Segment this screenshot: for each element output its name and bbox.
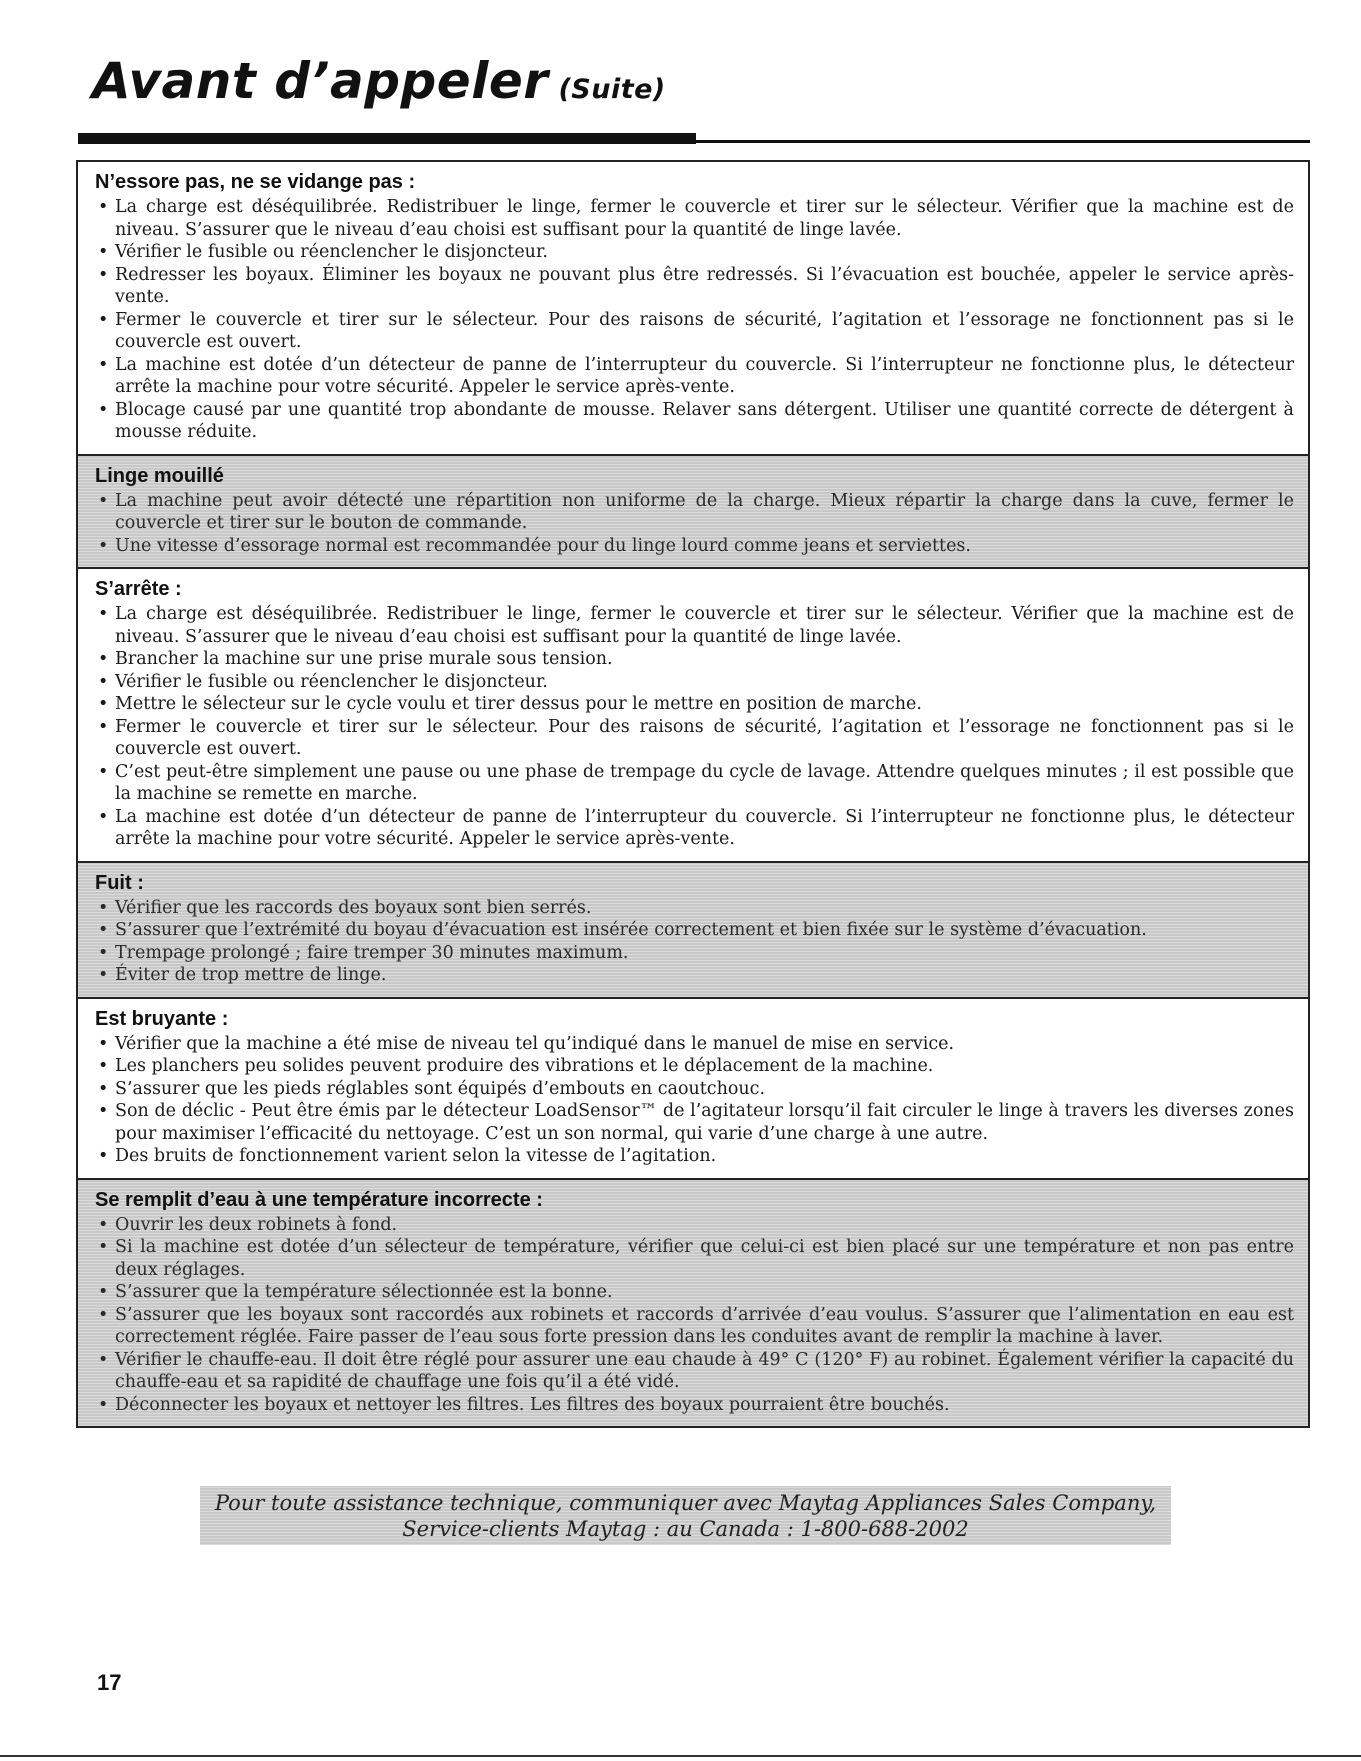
- section-list: [95, 897, 1294, 987]
- troubleshooting-section: [78, 569, 1308, 863]
- section-heading: Fuit :: [95, 871, 144, 894]
- list-item: • Fermer le couvercle et tirer sur le sélecteur. Pour des raisons de sécurité, l’agitation et l’essorage ne fonctionnent pas si le couvercle est ouvert.: [95, 309, 1294, 354]
- list-item: • Blocage causé par une quantité trop abondante de mousse. Relaver sans détergent. Utiliser une quantité correcte de détergent à mousse réduite.: [95, 399, 1294, 444]
- section-heading: Est bruyante :: [95, 1007, 229, 1030]
- section-heading: N’essore pas, ne se vidange pas :: [95, 171, 416, 193]
- list-item: • Fermer le couvercle et tirer sur le sélecteur. Pour des raisons de sécurité, l’agitation et l’essorage ne fonctionnent pas si le couvercle est ouvert.: [95, 716, 1294, 761]
- section-heading: Se remplit d’eau à une température incorrecte :: [95, 1188, 543, 1211]
- section-list: [95, 603, 1294, 851]
- list-item: • La machine est dotée d’un détecteur de panne de l’interrupteur du couvercle. Si l’interrupteur ne fonctionne plus, le détecteur arrête la machine pour votre sécurité. Appeler le service après-vente.: [95, 354, 1294, 399]
- support-line-1: Pour toute assistance technique, communiquer avec Maytag Appliances Sales Company,: [214, 1490, 1157, 1515]
- page-title: [92, 52, 666, 110]
- list-item: • La charge est déséquilibrée. Redistribuer le linge, fermer le couvercle et tirer sur le sélecteur. Vérifier que la machine est de niveau. S’assurer que le niveau d’eau choisi est suffisant pour la quantité de linge lavée.: [95, 603, 1294, 648]
- list-item: • Éviter de trop mettre de linge.: [95, 964, 1294, 987]
- list-item: • Si la machine est dotée d’un sélecteur de température, vérifier que celui-ci est bien placé sur une température et non pas entre deux réglages.: [95, 1236, 1294, 1281]
- list-item: • Mettre le sélecteur sur le cycle voulu et tirer dessus pour le mettre en position de marche.: [95, 693, 1294, 716]
- title-rule-thin: [78, 140, 1310, 143]
- list-item: • Les planchers peu solides peuvent produire des vibrations et le déplacement de la machine.: [95, 1055, 1294, 1078]
- section-heading: Linge mouillé: [95, 464, 224, 487]
- list-item: • Déconnecter les boyaux et nettoyer les filtres. Les filtres des boyaux pourraient être bouchés.: [95, 1394, 1294, 1417]
- troubleshooting-section: [78, 162, 1308, 456]
- list-item: • Vérifier que la machine a été mise de niveau tel qu’indiqué dans le manuel de mise en service.: [95, 1033, 1294, 1056]
- troubleshooting-section: [78, 1180, 1308, 1427]
- troubleshooting-section: [78, 863, 1308, 999]
- list-item: • C’est peut-être simplement une pause ou une phase de trempage du cycle de lavage. Attendre quelques minutes ; il est possible que la machine se remette en marche.: [95, 761, 1294, 806]
- support-line-2: Service-clients Maytag : au Canada : 1-800-688-2002: [402, 1516, 969, 1541]
- list-item: • Redresser les boyaux. Éliminer les boyaux ne pouvant plus être redressés. Si l’évacuation est bouchée, appeler le service après-vente.: [95, 264, 1294, 309]
- list-item: • Vérifier le fusible ou réenclencher le disjoncteur.: [95, 241, 1294, 264]
- list-item: • Trempage prolongé ; faire tremper 30 minutes maximum.: [95, 942, 1294, 965]
- section-list: [95, 1214, 1294, 1417]
- section-list: [95, 196, 1294, 444]
- page-title-main: Avant d’appeler: [92, 52, 549, 110]
- troubleshooting-section: [78, 456, 1308, 570]
- support-contact-box: [200, 1486, 1171, 1545]
- list-item: • Vérifier le fusible ou réenclencher le disjoncteur.: [95, 671, 1294, 694]
- list-item: • Vérifier le chauffe-eau. Il doit être réglé pour assurer une eau chaude à 49° C (120° F) au robinet. Également vérifier la capacité du chauffe-eau et sa rapidité de chauffage une fois qu’il a été vidé.: [95, 1349, 1294, 1394]
- list-item: • Des bruits de fonctionnement varient selon la vitesse de l’agitation.: [95, 1145, 1294, 1168]
- list-item: • S’assurer que les boyaux sont raccordés aux robinets et raccords d’arrivée d’eau voulus. S’assurer que l’alimentation en eau est correctement réglée. Faire passer de l’eau sous forte pression dans les conduites avant de remplir la machine à laver.: [95, 1304, 1294, 1349]
- troubleshooting-section: [78, 999, 1308, 1180]
- list-item: • Son de déclic - Peut être émis par le détecteur LoadSensor™ de l’agitateur lorsqu’il fait circuler le linge à travers les diverses zones pour maximiser l’efficacité du nettoyage. C’est un son normal, qui varie d’une charge à une autre.: [95, 1100, 1294, 1145]
- list-item: • Vérifier que les raccords des boyaux sont bien serrés.: [95, 897, 1294, 920]
- list-item: • La charge est déséquilibrée. Redistribuer le linge, fermer le couvercle et tirer sur le sélecteur. Vérifier que la machine est de niveau. S’assurer que le niveau d’eau choisi est suffisant pour la quantité de linge lavée.: [95, 196, 1294, 241]
- page-title-suite: (Suite): [558, 74, 666, 105]
- list-item: • S’assurer que les pieds réglables sont équipés d’embouts en caoutchouc.: [95, 1078, 1294, 1101]
- page-number: 17: [97, 1670, 122, 1695]
- bottom-rule: [0, 1755, 1361, 1757]
- list-item: • Une vitesse d’essorage normal est recommandée pour du linge lourd comme jeans et serviettes.: [95, 535, 1294, 558]
- list-item: • Brancher la machine sur une prise murale sous tension.: [95, 648, 1294, 671]
- list-item: • S’assurer que la température sélectionnée est la bonne.: [95, 1281, 1294, 1304]
- list-item: • La machine peut avoir détecté une répartition non uniforme de la charge. Mieux répartir la charge dans la cuve, fermer le couvercle et tirer sur le bouton de commande.: [95, 490, 1294, 535]
- troubleshooting-table: [76, 160, 1310, 1428]
- list-item: • S’assurer que l’extrémité du boyau d’évacuation est insérée correctement et bien fixée sur le système d’évacuation.: [95, 919, 1294, 942]
- section-list: [95, 1033, 1294, 1168]
- section-list: [95, 490, 1294, 558]
- section-heading: S’arrête :: [95, 578, 182, 600]
- list-item: • Ouvrir les deux robinets à fond.: [95, 1214, 1294, 1237]
- list-item: • La machine est dotée d’un détecteur de panne de l’interrupteur du couvercle. Si l’interrupteur ne fonctionne plus, le détecteur arrête la machine pour votre sécurité. Appeler le service après-vente.: [95, 806, 1294, 851]
